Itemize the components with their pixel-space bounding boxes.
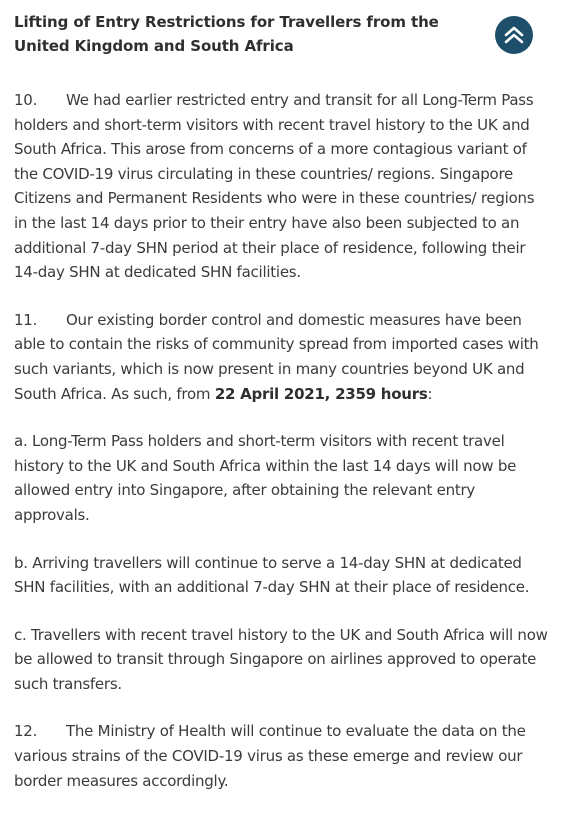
effective-date: 22 April 2021, 2359 hours	[214, 384, 428, 403]
sub-item-a: a. Long-Term Pass holders and short-term visitors with recent travel history to the UK and South Africa within the last 14 days will now be allowed entry into Singapore, after obtaining the relevant entry approvals.	[14, 432, 517, 524]
scroll-to-top-button[interactable]	[495, 16, 533, 54]
article-body	[14, 88, 549, 793]
article-header	[14, 10, 549, 68]
paragraph-12	[14, 719, 549, 793]
sub-item-c: c. Travellers with recent travel history to the UK and South Africa will now be allowed to transit through Singapore on airlines approved to operate such transfers.	[14, 625, 548, 693]
article	[14, 10, 549, 816]
paragraph-text: Our existing border control and domestic measures have been able to contain the risks of community spread from imported cases with such variants, which is now present in many countries beyond UK and South Africa. As such, from	[14, 310, 539, 403]
paragraph-text: We had earlier restricted entry and transit for all Long-Term Pass holders and short-term visitors with recent travel history to the UK and South Africa. This arose from concerns of a more contagious variant of the COVID-19 virus circulating in these countries/ regions. Singapore Citizens and Permanent Residents who were in these countries/ regions in the last 14 days prior to their entry have also been subjected to an additional 7-day SHN period at their place of residence, following their 14-day SHN at dedicated SHN facilities.	[14, 91, 535, 282]
paragraph-suffix: :	[427, 384, 433, 403]
paragraph-number: 11.	[14, 310, 38, 329]
sub-item-b: b. Arriving travellers will continue to serve a 14-day SHN at dedicated SHN facilities, with an additional 7-day SHN at their place of residence.	[14, 553, 530, 597]
chevron-double-up-icon	[503, 25, 525, 45]
article-title: Lifting of Entry Restrictions for Travellers from the United Kingdom and South Africa	[14, 13, 439, 55]
paragraph-number: 10.	[14, 91, 38, 109]
paragraph-text: The Ministry of Health will continue to evaluate the data on the various strains of the COVID-19 virus as these emerge and review our border measures accordingly.	[14, 722, 526, 790]
paragraph-10	[14, 88, 549, 285]
paragraph-number: 12.	[14, 722, 38, 741]
paragraph-11	[14, 308, 549, 406]
